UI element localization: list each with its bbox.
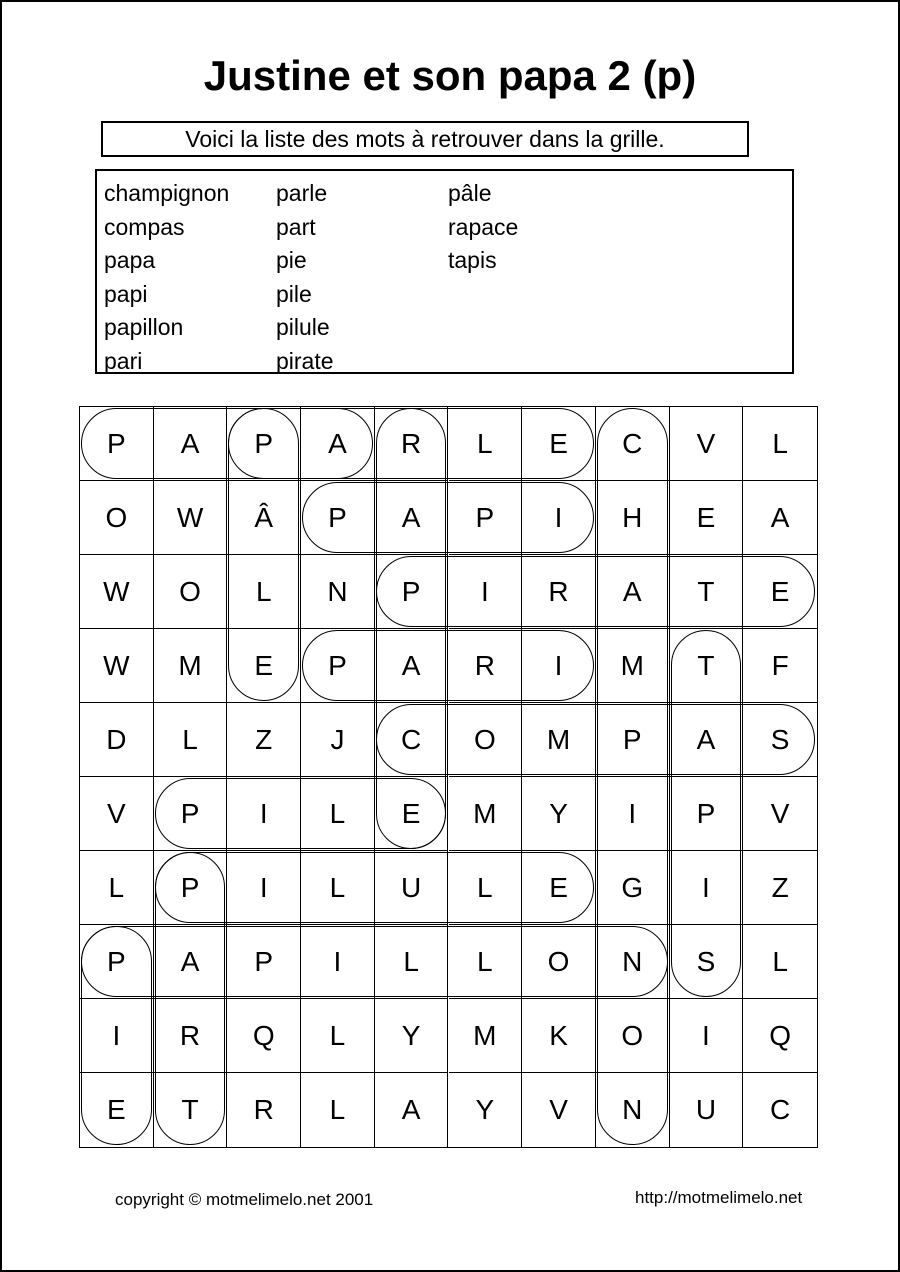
grid-cell: E bbox=[227, 629, 301, 703]
grid-cell: L bbox=[154, 703, 228, 777]
grid-cell: P bbox=[596, 703, 670, 777]
grid-cell: G bbox=[596, 851, 670, 925]
footer-url: http://motmelimelo.net bbox=[635, 1188, 803, 1207]
grid-cell: O bbox=[154, 555, 228, 629]
word-list-item: compas bbox=[104, 213, 185, 240]
grid-cell: J bbox=[301, 703, 375, 777]
grid-cell: Z bbox=[743, 851, 817, 925]
grid-cell: D bbox=[80, 703, 154, 777]
word-list-item: pari bbox=[104, 347, 143, 374]
grid-cell: C bbox=[596, 407, 670, 481]
grid-cell: R bbox=[154, 999, 228, 1073]
grid-cell: M bbox=[154, 629, 228, 703]
grid-cell: A bbox=[743, 481, 817, 555]
grid-cell: H bbox=[596, 481, 670, 555]
grid-cell: I bbox=[596, 777, 670, 851]
grid-cell: T bbox=[670, 555, 744, 629]
grid-cell: I bbox=[80, 999, 154, 1073]
grid-cell: L bbox=[301, 851, 375, 925]
grid-cell: I bbox=[522, 629, 596, 703]
grid-cell: Q bbox=[227, 999, 301, 1073]
grid-cell: O bbox=[80, 481, 154, 555]
word-list-item: rapace bbox=[448, 213, 519, 240]
word-list-item: pilule bbox=[276, 314, 330, 341]
grid-cell: I bbox=[449, 555, 523, 629]
grid-cell: V bbox=[522, 1073, 596, 1147]
grid-cell: P bbox=[449, 481, 523, 555]
grid-cell: I bbox=[227, 777, 301, 851]
grid-cell: Â bbox=[227, 481, 301, 555]
grid-cell: P bbox=[375, 555, 449, 629]
footer-copyright: copyright © motmelimelo.net 2001 bbox=[115, 1190, 374, 1209]
grid-cell: S bbox=[670, 925, 744, 999]
word-list-item: pirate bbox=[276, 347, 334, 374]
grid-cell: A bbox=[154, 407, 228, 481]
word-list-item: papillon bbox=[104, 314, 184, 341]
grid-cell: L bbox=[449, 925, 523, 999]
grid-cell: L bbox=[301, 1073, 375, 1147]
grid-cell: S bbox=[743, 703, 817, 777]
grid-cell: M bbox=[449, 777, 523, 851]
grid-cell: P bbox=[80, 407, 154, 481]
grid-cell: A bbox=[375, 1073, 449, 1147]
grid-cell: N bbox=[596, 925, 670, 999]
grid-cell: T bbox=[154, 1073, 228, 1147]
grid-cell: A bbox=[596, 555, 670, 629]
grid-cell: E bbox=[743, 555, 817, 629]
grid-cell: V bbox=[80, 777, 154, 851]
grid-cell: E bbox=[375, 777, 449, 851]
grid-cell: U bbox=[375, 851, 449, 925]
grid-cell: P bbox=[154, 777, 228, 851]
grid-cell: L bbox=[227, 555, 301, 629]
word-list-column bbox=[104, 177, 229, 379]
grid-cell: E bbox=[522, 851, 596, 925]
grid-cell: Y bbox=[375, 999, 449, 1073]
grid-cell: E bbox=[80, 1073, 154, 1147]
grid-cell: E bbox=[522, 407, 596, 481]
grid-cell: W bbox=[80, 629, 154, 703]
grid-cell: N bbox=[596, 1073, 670, 1147]
grid-cell: V bbox=[743, 777, 817, 851]
grid-cell: A bbox=[301, 407, 375, 481]
word-list-item: pâle bbox=[448, 180, 492, 206]
grid-cell: L bbox=[743, 407, 817, 481]
word-list-item: part bbox=[276, 213, 316, 240]
word-list-item: tapis bbox=[448, 247, 497, 274]
word-list-item: papa bbox=[104, 247, 156, 274]
grid-cell: P bbox=[80, 925, 154, 999]
grid-cell: O bbox=[449, 703, 523, 777]
grid-cell: T bbox=[670, 629, 744, 703]
page-title: Justine et son papa 2 (p) bbox=[203, 52, 697, 99]
word-list-item: papi bbox=[104, 280, 148, 307]
grid-cell: R bbox=[375, 407, 449, 481]
grid-cell: P bbox=[301, 481, 375, 555]
grid-cell: M bbox=[449, 999, 523, 1073]
grid-cell: M bbox=[596, 629, 670, 703]
grid-cell: Z bbox=[227, 703, 301, 777]
word-search-grid bbox=[79, 406, 818, 1148]
grid-cell: A bbox=[154, 925, 228, 999]
grid-cell: L bbox=[80, 851, 154, 925]
word-list-box bbox=[95, 169, 794, 374]
grid-cell: L bbox=[301, 777, 375, 851]
grid-cell: F bbox=[743, 629, 817, 703]
grid-cell: Q bbox=[743, 999, 817, 1073]
grid-cell: P bbox=[227, 407, 301, 481]
grid-cell: W bbox=[80, 555, 154, 629]
grid-cell: L bbox=[449, 407, 523, 481]
grid-cell: W bbox=[154, 481, 228, 555]
word-list-item: pile bbox=[276, 280, 312, 307]
grid-cell: R bbox=[227, 1073, 301, 1147]
grid-cell: Y bbox=[522, 777, 596, 851]
grid-cell: K bbox=[522, 999, 596, 1073]
instruction-box bbox=[101, 121, 749, 157]
instruction-text: Voici la liste des mots à retrouver dans la grille. bbox=[185, 125, 665, 152]
grid-cell: L bbox=[301, 999, 375, 1073]
grid-cell: P bbox=[154, 851, 228, 925]
grid-cell: L bbox=[743, 925, 817, 999]
grid-cell: A bbox=[375, 481, 449, 555]
grid-cell: P bbox=[670, 777, 744, 851]
grid-cell: N bbox=[301, 555, 375, 629]
grid-cell: V bbox=[670, 407, 744, 481]
grid-cell: I bbox=[227, 851, 301, 925]
word-list-item: parle bbox=[276, 180, 328, 206]
grid-cell: A bbox=[375, 629, 449, 703]
word-list-item: champignon bbox=[104, 180, 230, 206]
grid-cell: P bbox=[227, 925, 301, 999]
grid-cell: C bbox=[770, 1094, 791, 1125]
grid-cell: O bbox=[596, 999, 670, 1073]
word-list-item: pie bbox=[276, 247, 307, 274]
grid-cell: P bbox=[301, 629, 375, 703]
grid-cell: L bbox=[449, 851, 523, 925]
grid-cell: C bbox=[375, 703, 449, 777]
grid-cell: I bbox=[301, 925, 375, 999]
grid-cell: R bbox=[449, 629, 523, 703]
grid-cell: I bbox=[670, 999, 744, 1073]
grid-cell: I bbox=[670, 851, 744, 925]
grid-cell: M bbox=[522, 703, 596, 777]
grid-cell: L bbox=[375, 925, 449, 999]
grid-cell: R bbox=[522, 555, 596, 629]
grid-cell: Y bbox=[449, 1073, 523, 1147]
grid-cell: U bbox=[670, 1073, 744, 1147]
word-list-column bbox=[276, 177, 334, 379]
grid-cell: I bbox=[522, 481, 596, 555]
word-list-column bbox=[448, 177, 518, 278]
grid-cell: O bbox=[522, 925, 596, 999]
grid-cell: A bbox=[670, 703, 744, 777]
grid-cell: E bbox=[670, 481, 744, 555]
